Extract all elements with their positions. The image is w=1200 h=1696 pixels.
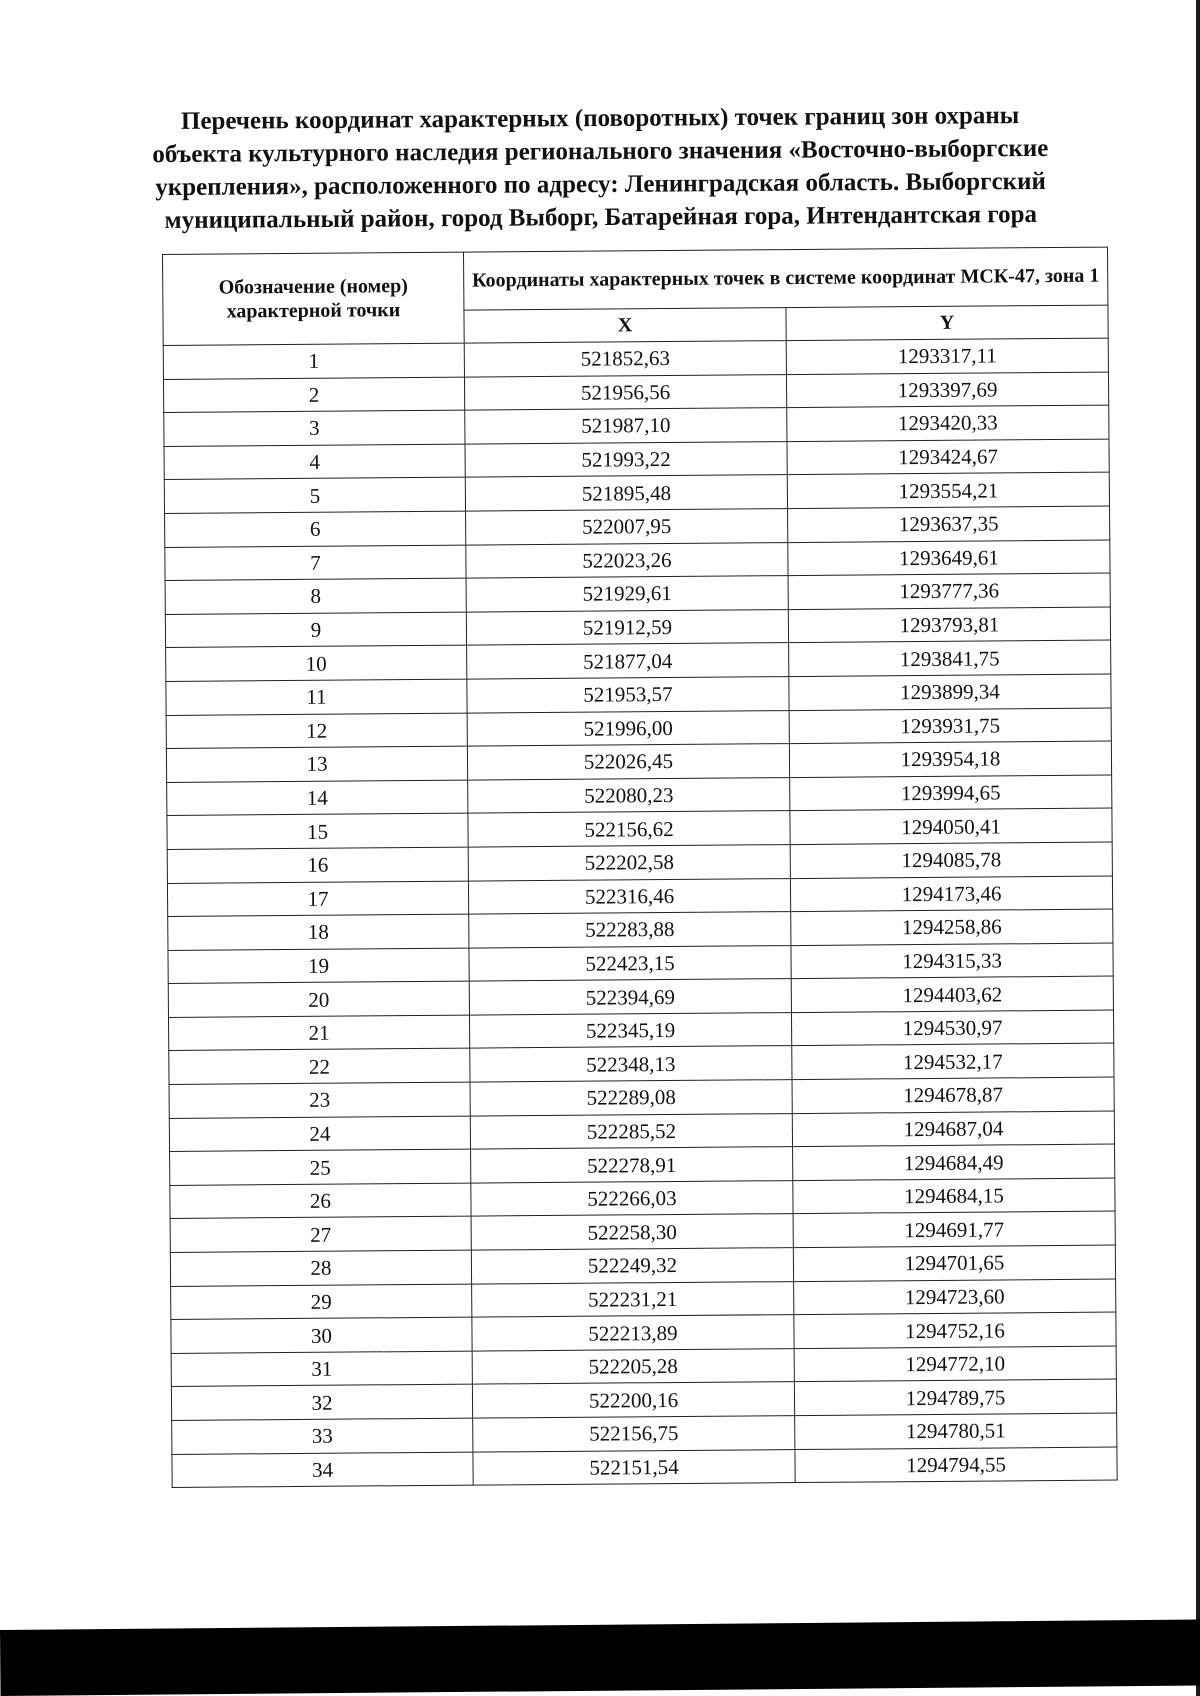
x-coordinate-cell: 522202,58 bbox=[468, 844, 790, 880]
y-coordinate-cell: 1294684,49 bbox=[793, 1144, 1115, 1180]
x-coordinate-cell: 522023,26 bbox=[466, 542, 788, 578]
point-number-cell: 32 bbox=[171, 1385, 472, 1421]
x-coordinate-cell: 521993,22 bbox=[465, 441, 787, 477]
table-body bbox=[163, 338, 1117, 1488]
y-coordinate-cell: 1294173,46 bbox=[790, 876, 1112, 912]
x-coordinate-cell: 522283,88 bbox=[469, 912, 791, 948]
y-coordinate-cell: 1294789,75 bbox=[794, 1379, 1116, 1415]
point-number-cell: 34 bbox=[172, 1452, 473, 1488]
point-number-cell: 20 bbox=[168, 981, 469, 1017]
x-coordinate-cell: 522289,08 bbox=[470, 1080, 792, 1116]
x-coordinate-cell: 522316,46 bbox=[468, 878, 790, 914]
y-coordinate-cell: 1294772,10 bbox=[794, 1346, 1116, 1382]
point-number-cell: 21 bbox=[168, 1015, 469, 1051]
y-coordinate-cell: 1294701,65 bbox=[793, 1245, 1115, 1281]
point-number-cell: 5 bbox=[164, 478, 465, 514]
x-coordinate-cell: 521987,10 bbox=[465, 408, 787, 444]
point-number-cell: 25 bbox=[170, 1149, 471, 1185]
x-coordinate-cell: 522026,45 bbox=[467, 744, 789, 780]
coordinates-table bbox=[162, 247, 1118, 1489]
point-number-cell: 23 bbox=[169, 1082, 470, 1118]
x-coordinate-cell: 522266,03 bbox=[471, 1180, 793, 1216]
y-coordinate-cell: 1293317,11 bbox=[786, 338, 1108, 374]
x-coordinate-cell: 521956,56 bbox=[464, 374, 786, 410]
point-number-cell: 29 bbox=[171, 1284, 472, 1320]
y-coordinate-cell: 1294723,60 bbox=[794, 1279, 1116, 1315]
x-coordinate-cell: 522249,32 bbox=[471, 1248, 793, 1284]
point-number-cell: 14 bbox=[167, 780, 468, 816]
point-number-cell: 28 bbox=[170, 1250, 471, 1286]
y-coordinate-cell: 1293841,75 bbox=[789, 640, 1111, 676]
y-coordinate-cell: 1294315,33 bbox=[791, 943, 1113, 979]
y-coordinate-cell: 1294530,97 bbox=[791, 1010, 1113, 1046]
title-line: муниципальный район, город Выборг, Батарейная гора, Интендантская гора bbox=[164, 200, 1038, 235]
y-coordinate-cell: 1294691,77 bbox=[793, 1211, 1115, 1247]
y-coordinate-cell: 1294752,16 bbox=[794, 1312, 1116, 1348]
y-coordinate-cell: 1293649,61 bbox=[788, 540, 1110, 576]
point-number-cell: 13 bbox=[166, 746, 467, 782]
x-coordinate-cell: 521877,04 bbox=[467, 643, 789, 679]
scan-edge-right bbox=[1196, 0, 1200, 1696]
point-number-cell: 19 bbox=[168, 948, 469, 984]
point-number-cell: 1 bbox=[163, 343, 464, 379]
header-coordinates-system: Координаты характерных точек в системе координат МСК-47, зона 1 bbox=[463, 247, 1107, 310]
y-coordinate-cell: 1294684,15 bbox=[793, 1178, 1115, 1214]
x-coordinate-cell: 522213,89 bbox=[472, 1315, 794, 1351]
x-coordinate-cell: 522151,54 bbox=[473, 1449, 795, 1485]
x-coordinate-cell: 522423,15 bbox=[469, 945, 791, 981]
x-coordinate-cell: 521895,48 bbox=[465, 475, 787, 511]
x-coordinate-cell: 521996,00 bbox=[467, 710, 789, 746]
point-number-cell: 18 bbox=[168, 914, 469, 950]
header-x: X bbox=[464, 307, 786, 343]
y-coordinate-cell: 1294050,41 bbox=[790, 808, 1112, 844]
title-line: укрепления», расположенного по адресу: Ленинградская область. Выборгский bbox=[155, 167, 1046, 202]
scan-edge-bottom bbox=[0, 1620, 1200, 1696]
point-number-cell: 4 bbox=[164, 444, 465, 480]
title-line: Перечень координат характерных (поворотных) точек границ зон охраны bbox=[180, 102, 1020, 135]
x-coordinate-cell: 521912,59 bbox=[466, 609, 788, 645]
y-coordinate-cell: 1293777,36 bbox=[788, 573, 1110, 609]
point-number-cell: 11 bbox=[166, 679, 467, 715]
point-number-cell: 31 bbox=[171, 1351, 472, 1387]
y-coordinate-cell: 1293793,81 bbox=[788, 607, 1110, 643]
header-row bbox=[163, 247, 1108, 312]
y-coordinate-cell: 1293899,34 bbox=[789, 674, 1111, 710]
table-row bbox=[172, 1447, 1117, 1488]
point-number-cell: 16 bbox=[167, 847, 468, 883]
point-number-cell: 6 bbox=[165, 511, 466, 547]
y-coordinate-cell: 1294085,78 bbox=[790, 842, 1112, 878]
header-y: Y bbox=[786, 305, 1108, 341]
table-header bbox=[163, 247, 1109, 345]
coordinates-table-wrapper bbox=[162, 247, 1118, 1489]
x-coordinate-cell: 522348,13 bbox=[470, 1046, 792, 1082]
y-coordinate-cell: 1293954,18 bbox=[789, 741, 1111, 777]
x-coordinate-cell: 521953,57 bbox=[467, 677, 789, 713]
y-coordinate-cell: 1294687,04 bbox=[792, 1111, 1114, 1147]
point-number-cell: 17 bbox=[167, 881, 468, 917]
point-number-cell: 12 bbox=[166, 713, 467, 749]
point-number-cell: 10 bbox=[166, 645, 467, 681]
point-number-cell: 8 bbox=[165, 578, 466, 614]
x-coordinate-cell: 521929,61 bbox=[466, 576, 788, 612]
y-coordinate-cell: 1294532,17 bbox=[792, 1044, 1114, 1080]
point-number-cell: 3 bbox=[164, 410, 465, 446]
y-coordinate-cell: 1293637,35 bbox=[788, 506, 1110, 542]
x-coordinate-cell: 522200,16 bbox=[472, 1382, 794, 1418]
y-coordinate-cell: 1293420,33 bbox=[787, 405, 1109, 441]
point-number-cell: 9 bbox=[165, 612, 466, 648]
y-coordinate-cell: 1294678,87 bbox=[792, 1077, 1114, 1113]
point-number-cell: 7 bbox=[165, 545, 466, 581]
point-number-cell: 30 bbox=[171, 1317, 472, 1353]
point-number-cell: 33 bbox=[172, 1418, 473, 1454]
point-number-cell: 24 bbox=[169, 1116, 470, 1152]
x-coordinate-cell: 522345,19 bbox=[469, 1012, 791, 1048]
y-coordinate-cell: 1293397,69 bbox=[786, 372, 1108, 408]
x-coordinate-cell: 522231,21 bbox=[472, 1281, 794, 1317]
x-coordinate-cell: 522080,23 bbox=[468, 777, 790, 813]
x-coordinate-cell: 522156,62 bbox=[468, 811, 790, 847]
y-coordinate-cell: 1294780,51 bbox=[795, 1413, 1117, 1449]
title-line: объекта культурного наследия регионального значения «Восточно-выборгские bbox=[152, 134, 1049, 169]
x-coordinate-cell: 522394,69 bbox=[469, 979, 791, 1015]
point-number-cell: 27 bbox=[170, 1217, 471, 1253]
point-number-cell: 26 bbox=[170, 1183, 471, 1219]
y-coordinate-cell: 1294403,62 bbox=[791, 976, 1113, 1012]
header-point-designation: Обозначение (номер) характерной точки bbox=[163, 252, 465, 345]
point-number-cell: 15 bbox=[167, 813, 468, 849]
y-coordinate-cell: 1293424,67 bbox=[787, 439, 1109, 475]
y-coordinate-cell: 1293931,75 bbox=[789, 708, 1111, 744]
y-coordinate-cell: 1294794,55 bbox=[795, 1447, 1117, 1483]
x-coordinate-cell: 521852,63 bbox=[464, 341, 786, 377]
x-coordinate-cell: 522258,30 bbox=[471, 1214, 793, 1250]
x-coordinate-cell: 522205,28 bbox=[472, 1348, 794, 1384]
y-coordinate-cell: 1294258,86 bbox=[791, 909, 1113, 945]
y-coordinate-cell: 1293994,65 bbox=[790, 775, 1112, 811]
x-coordinate-cell: 522285,52 bbox=[470, 1113, 792, 1149]
x-coordinate-cell: 522156,75 bbox=[473, 1416, 795, 1452]
point-number-cell: 22 bbox=[169, 1049, 470, 1085]
x-coordinate-cell: 522278,91 bbox=[471, 1147, 793, 1183]
y-coordinate-cell: 1293554,21 bbox=[787, 472, 1109, 508]
document-title bbox=[120, 99, 1081, 238]
point-number-cell: 2 bbox=[163, 377, 464, 413]
x-coordinate-cell: 522007,95 bbox=[466, 509, 788, 545]
